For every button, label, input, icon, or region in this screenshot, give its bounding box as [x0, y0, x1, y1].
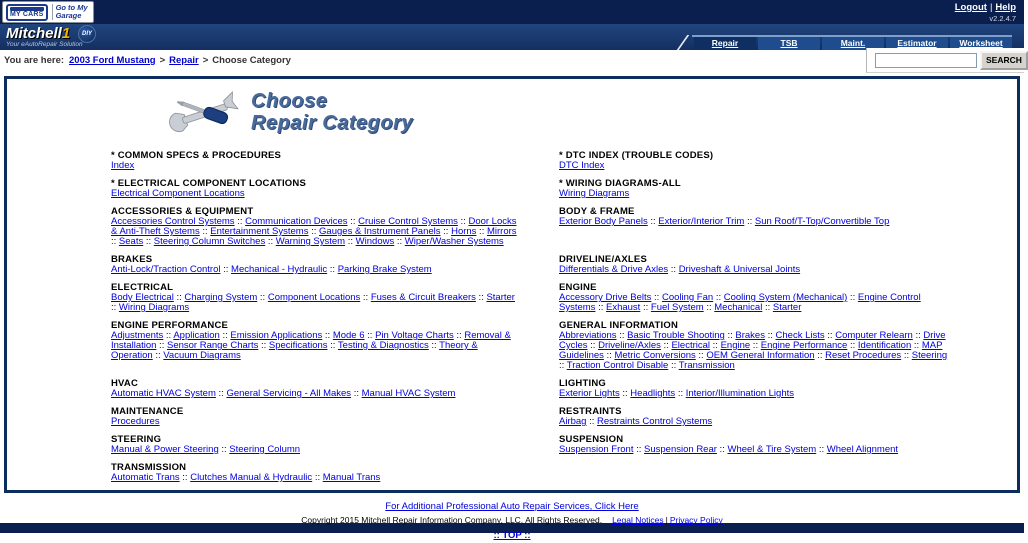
category-link[interactable]: Steering [911, 350, 948, 361]
category-link[interactable]: DTC Index [559, 160, 605, 171]
help-link[interactable]: Help [995, 2, 1016, 13]
link-separator: :: [327, 340, 338, 351]
category-link[interactable]: Door Locks & Anti-Theft Systems [111, 216, 517, 237]
back-to-top-link[interactable]: :: TOP :: [493, 530, 531, 541]
brand-number: 1 [61, 25, 71, 42]
category-link[interactable]: Anti-Lock/Traction Control [111, 264, 221, 275]
category-header: * WIRING DIAGRAMS-ALL [559, 178, 681, 189]
category-link[interactable]: Adjustments [111, 330, 164, 341]
category-section [559, 463, 955, 483]
category-link[interactable]: Testing & Diagnostics [337, 340, 429, 351]
link-separator: :: [143, 236, 154, 247]
link-separator: :: [428, 340, 440, 351]
page-title-block [169, 87, 1017, 137]
category-link[interactable]: Cooling Fan [661, 292, 714, 303]
link-separator: :: [440, 226, 452, 237]
category-link[interactable]: Restraints Control Systems [597, 416, 713, 427]
category-link[interactable]: Mechanical - Hydraulic [231, 264, 328, 275]
category-link[interactable]: Headlights [630, 388, 676, 399]
link-separator: :: [257, 292, 268, 303]
category-link[interactable]: Electrical [671, 340, 711, 351]
link-separator: :: [173, 292, 185, 303]
category-link[interactable]: Brakes [735, 330, 765, 341]
category-link[interactable]: Wheel & Tire System [727, 444, 817, 455]
category-link[interactable]: Entertainment Systems [210, 226, 309, 237]
link-separator: :: [360, 292, 371, 303]
link-separator: :: [668, 264, 679, 275]
version-label: v2.2.4.7 [989, 14, 1016, 23]
tab-estimator[interactable]: Estimator [886, 37, 948, 50]
link-separator: :: [394, 236, 405, 247]
category-link[interactable]: Sun Roof/T-Top/Convertible Top [754, 216, 890, 227]
breadcrumb-separator: > [202, 55, 209, 66]
category-links [559, 331, 955, 371]
category-section [111, 179, 521, 199]
category-link[interactable]: Windows [355, 236, 395, 247]
link-separator: :: [911, 340, 922, 351]
category-link[interactable]: Cooling System (Mechanical) [723, 292, 848, 303]
link-separator: :: [668, 360, 679, 371]
category-links [111, 217, 521, 247]
category-link[interactable]: Differentials & Drive Axles [559, 264, 669, 275]
link-separator: :: [595, 302, 606, 313]
category-link[interactable]: Engine Performance [760, 340, 848, 351]
category-link[interactable]: Clutches Manual & Hydraulic [190, 472, 313, 483]
category-header: * ELECTRICAL COMPONENT LOCATIONS [111, 178, 306, 189]
footer [0, 493, 1024, 541]
breadcrumb-current: Choose Category [212, 55, 291, 66]
link-separator: :: [179, 472, 191, 483]
link-separator: :: [744, 216, 755, 227]
category-links [111, 189, 521, 199]
link-separator: :: [345, 236, 356, 247]
link-separator: :: [218, 444, 230, 455]
tab-repair[interactable]: Repair [694, 37, 756, 50]
link-separator: :: [724, 330, 736, 341]
category-link[interactable]: Driveshaft & Universal Joints [678, 264, 801, 275]
category-link[interactable]: Traction Control Disable [566, 360, 669, 371]
category-link[interactable]: Suspension Rear [644, 444, 717, 455]
category-link[interactable]: Specifications [268, 340, 328, 351]
category-link[interactable]: Index [111, 160, 135, 171]
category-link[interactable]: Interior/Illumination Lights [685, 388, 794, 399]
category-link[interactable]: Component Locations [267, 292, 361, 303]
category-links [111, 293, 521, 313]
category-header: ENGINE PERFORMANCE [111, 320, 229, 331]
category-links [559, 265, 955, 275]
category-link[interactable]: Driveline/Axles [598, 340, 661, 351]
link-separator: :: [364, 330, 376, 341]
category-links [559, 189, 955, 199]
category-link[interactable]: Wiper/Washer Systems [404, 236, 504, 247]
link-separator: :: [265, 236, 276, 247]
link-separator: :: [327, 264, 338, 275]
category-link[interactable]: Computer Relearn [835, 330, 913, 341]
link-separator: :: [312, 472, 323, 483]
category-link[interactable]: Cruise Control Systems [358, 216, 458, 227]
category-links [559, 389, 955, 399]
category-header: * COMMON SPECS & PROCEDURES [111, 150, 282, 161]
category-link[interactable]: Seats [118, 236, 144, 247]
category-link[interactable]: Airbag [559, 416, 587, 427]
category-link[interactable]: Application [173, 330, 220, 341]
category-link[interactable]: Engine [720, 340, 751, 351]
link-separator: :: [651, 292, 662, 303]
link-separator: :: [750, 340, 761, 351]
main-wrapper [0, 72, 1024, 493]
category-link[interactable]: Accessories Control Systems [111, 216, 235, 227]
category-links [111, 389, 521, 399]
category-links [559, 417, 955, 427]
link-separator: :: [710, 340, 721, 351]
category-section [559, 151, 955, 171]
category-section [559, 283, 955, 313]
link-divider: | [989, 2, 993, 13]
tab-maint[interactable]: Maint. [822, 37, 884, 50]
link-separator: :: [322, 330, 333, 341]
brand-name: Mitchell [6, 25, 62, 42]
category-header: BODY & FRAME [559, 206, 635, 217]
breadcrumb-items [66, 55, 291, 66]
category-link[interactable]: Mode 6 [332, 330, 365, 341]
category-header: GENERAL INFORMATION [559, 320, 679, 331]
category-link[interactable]: Emission Applications [230, 330, 323, 341]
category-link[interactable]: Accessory Drive Belts [559, 292, 652, 303]
search-button[interactable]: SEARCH [980, 51, 1028, 70]
category-link[interactable]: Gauges & Instrument Panels [319, 226, 441, 237]
link-separator: :: [695, 350, 707, 361]
link-separator: :: [764, 330, 776, 341]
link-separator: :: [152, 350, 164, 361]
category-section [111, 379, 521, 399]
category-links [111, 265, 521, 275]
category-header: ELECTRICAL [111, 282, 174, 293]
link-separator: :: [762, 302, 773, 313]
category-header: * DTC INDEX (TROUBLE CODES) [559, 150, 714, 161]
logout-link[interactable]: Logout [954, 2, 987, 13]
link-separator: :: [716, 444, 728, 455]
category-header: DRIVELINE/AXLES [559, 254, 647, 265]
link-separator: :: [647, 216, 659, 227]
category-link[interactable]: Identification [857, 340, 912, 351]
link-separator: :: [475, 292, 487, 303]
category-link[interactable]: Engine Control Systems [559, 292, 921, 313]
category-grid [7, 137, 1017, 491]
logo-bar [0, 24, 1024, 50]
page-title [251, 90, 413, 134]
category-links [559, 445, 955, 455]
category-link[interactable]: Starter [486, 292, 515, 303]
category-link[interactable]: Theory & Operation [111, 340, 478, 361]
category-link[interactable]: Vacuum Diagrams [163, 350, 241, 361]
link-separator: :: [215, 388, 227, 399]
tab-tsb[interactable]: TSB [758, 37, 820, 50]
link-separator: :: [912, 330, 924, 341]
search-panel [866, 48, 1024, 73]
category-section [111, 407, 521, 427]
category-header: ENGINE [559, 282, 597, 293]
breadcrumb-link[interactable]: Repair [169, 55, 199, 66]
category-link[interactable]: Parking Brake System [337, 264, 432, 275]
category-link[interactable]: Pin Voltage Charts [375, 330, 454, 341]
category-links [111, 161, 521, 171]
category-link[interactable]: Exterior Body Panels [559, 216, 648, 227]
link-separator: :: [308, 226, 320, 237]
category-link[interactable]: MAP Guidelines [559, 340, 943, 361]
category-section [559, 407, 955, 427]
category-link[interactable]: Steering Column [229, 444, 301, 455]
my-cars-plate-label: MY CARS [10, 10, 44, 18]
category-link[interactable]: Manual Trans [322, 472, 381, 483]
category-link[interactable]: Reset Procedures [825, 350, 902, 361]
additional-services-link[interactable]: For Additional Professional Auto Repair Services, Click Here [385, 501, 639, 512]
category-header: LIGHTING [559, 378, 606, 389]
link-separator: :: [453, 330, 465, 341]
link-separator: :: [824, 330, 836, 341]
link-separator: :: [603, 350, 615, 361]
category-section [559, 255, 955, 275]
breadcrumb-separator: > [159, 55, 166, 66]
category-link[interactable]: Exterior Lights [559, 388, 620, 399]
link-separator: :: [675, 388, 686, 399]
category-link[interactable]: Transmission [678, 360, 735, 371]
link-separator: :: [816, 444, 827, 455]
diagonal-divider [661, 35, 690, 50]
category-links [559, 161, 955, 171]
mitchell1-logo [6, 26, 83, 48]
category-link[interactable]: Charging System [184, 292, 258, 303]
link-separator: :: [660, 340, 672, 351]
main-panel [4, 76, 1020, 493]
link-separator: :: [163, 330, 174, 341]
category-link[interactable]: Manual & Power Steering [111, 444, 219, 455]
link-separator: :: [616, 330, 628, 341]
link-separator: :: [220, 264, 232, 275]
category-link[interactable]: Exhaust [606, 302, 641, 313]
category-link[interactable]: Wiring Diagrams [118, 302, 190, 313]
category-link[interactable]: Warning System [275, 236, 346, 247]
link-separator: :: [347, 216, 359, 227]
page-title-line2: Repair Category [251, 112, 413, 134]
category-link[interactable]: Drive Cycles [559, 330, 946, 351]
link-separator: :: [156, 340, 167, 351]
copyright-text: Copyright 2015 Mitchell Repair Information Company, LLC. All Rights Reserved. [301, 515, 603, 525]
footer-divider: | [665, 515, 668, 525]
link-separator: :: [847, 340, 858, 351]
category-section [559, 179, 955, 199]
category-section [111, 463, 521, 483]
breadcrumb-row [0, 50, 1024, 72]
link-separator: :: [199, 226, 211, 237]
category-links [559, 217, 955, 227]
category-link[interactable]: Metric Conversions [614, 350, 696, 361]
link-separator: :: [619, 388, 631, 399]
category-links [559, 293, 955, 313]
category-link[interactable]: OEM General Information [706, 350, 815, 361]
category-link[interactable]: Automatic HVAC System [111, 388, 216, 399]
link-separator: :: [901, 350, 912, 361]
my-cars-plate-icon [6, 4, 48, 21]
link-separator: :: [111, 236, 119, 247]
category-link[interactable]: Fuel System [650, 302, 704, 313]
search-input[interactable] [875, 53, 977, 68]
category-link[interactable]: Exterior/Interior Trim [658, 216, 745, 227]
category-section [559, 321, 955, 371]
category-header: SUSPENSION [559, 434, 624, 445]
category-header: STEERING [111, 434, 162, 445]
category-section [559, 207, 955, 247]
category-links [111, 473, 521, 483]
category-section [111, 151, 521, 171]
link-separator: :: [713, 292, 724, 303]
category-link[interactable]: Automatic Trans [111, 472, 180, 483]
diy-badge-icon: DIY [78, 25, 96, 43]
crossed-tools-icon [169, 88, 241, 136]
category-links [111, 445, 521, 455]
category-header: ACCESSORIES & EQUIPMENT [111, 206, 254, 217]
brand-tagline: Your eAutoRepair Solution [6, 41, 83, 48]
category-link[interactable]: Suspension Front [559, 444, 634, 455]
category-link[interactable]: Abbreviations [559, 330, 617, 341]
category-link[interactable]: Removal & Installation [111, 330, 511, 351]
link-separator: :: [476, 226, 487, 237]
category-section [559, 379, 955, 399]
link-separator: :: [586, 416, 598, 427]
category-header: TRANSMISSION [111, 462, 187, 473]
category-header: RESTRAINTS [559, 406, 622, 417]
category-header: HVAC [111, 378, 139, 389]
category-link[interactable]: Mechanical [714, 302, 763, 313]
category-link[interactable]: Fuses & Circuit Breakers [370, 292, 476, 303]
top-right-links [955, 2, 1016, 23]
link-separator: :: [587, 340, 599, 351]
category-link[interactable]: Steering Column Switches [153, 236, 266, 247]
category-section [111, 321, 521, 371]
category-header: BRAKES [111, 254, 153, 265]
category-link[interactable]: Starter [772, 302, 802, 313]
privacy-policy-link[interactable]: Privacy Policy [669, 515, 723, 525]
link-separator: :: [703, 302, 715, 313]
category-section [111, 435, 521, 455]
tab-worksheet[interactable]: Worksheet [950, 37, 1012, 50]
legal-notices-link[interactable]: Legal Notices [612, 515, 664, 525]
category-link[interactable]: Mirrors [486, 226, 517, 237]
category-link[interactable]: Check Lists [775, 330, 825, 341]
link-separator: :: [559, 360, 567, 371]
category-links [111, 417, 521, 427]
category-section [111, 283, 521, 313]
page-title-line1: Choose [251, 90, 328, 112]
category-section [559, 435, 955, 455]
category-link[interactable]: Basic Trouble Shooting [627, 330, 725, 341]
category-links [111, 331, 521, 361]
category-link[interactable]: Procedures [111, 416, 160, 427]
category-header: MAINTENANCE [111, 406, 184, 417]
category-link[interactable]: Communication Devices [245, 216, 348, 227]
link-separator: :: [219, 330, 231, 341]
top-bar [0, 0, 1024, 24]
link-separator: :: [633, 444, 645, 455]
category-link[interactable]: Horns [451, 226, 477, 237]
breadcrumb-link[interactable]: 2003 Ford Mustang [69, 55, 156, 66]
category-link[interactable]: Electrical Component Locations [111, 188, 245, 199]
link-separator: :: [640, 302, 651, 313]
go-to-my-garage-label: Go to My Garage [52, 4, 90, 20]
category-link[interactable]: Sensor Range Charts [166, 340, 259, 351]
go-to-my-garage-button[interactable] [2, 1, 94, 23]
link-separator: :: [457, 216, 469, 227]
link-separator: :: [847, 292, 858, 303]
link-separator: :: [258, 340, 269, 351]
category-section [111, 255, 521, 275]
link-separator: :: [234, 216, 246, 227]
link-separator: :: [814, 350, 826, 361]
category-link[interactable]: Wiring Diagrams [559, 188, 630, 199]
category-link[interactable]: Manual HVAC System [361, 388, 456, 399]
link-separator: :: [351, 388, 362, 399]
category-link[interactable]: Body Electrical [111, 292, 174, 303]
category-link[interactable]: General Servicing - All Makes [226, 388, 352, 399]
breadcrumb-prefix: You are here: [4, 55, 65, 66]
category-section [111, 207, 521, 247]
category-link[interactable]: Wheel Alignment [826, 444, 899, 455]
link-separator: :: [111, 302, 119, 313]
